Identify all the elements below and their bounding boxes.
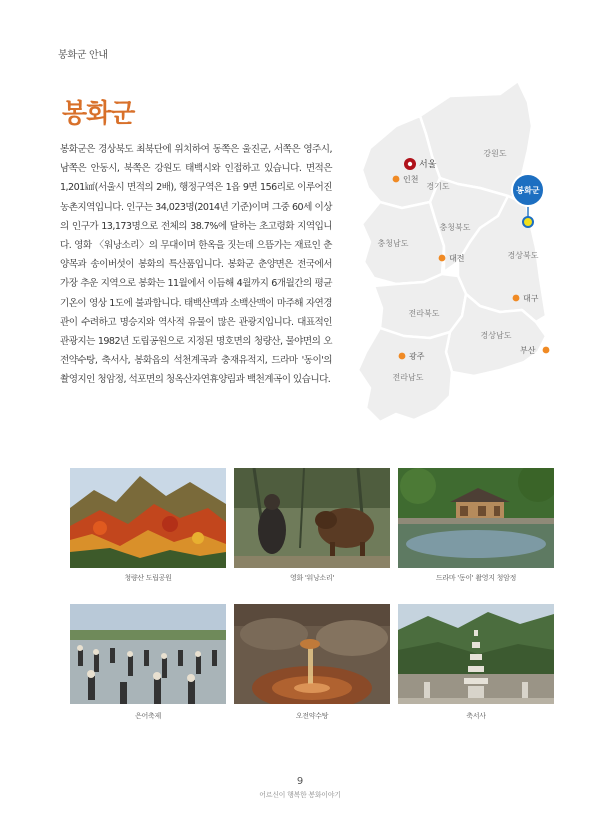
bonghwa-callout-label: 봉화군: [516, 186, 540, 195]
province-label: 경상북도: [507, 251, 539, 260]
province-label: 경기도: [426, 182, 450, 191]
province-label: 충청북도: [439, 223, 471, 232]
photo-cheongamjeong: [398, 468, 554, 568]
page-number: 9: [296, 776, 304, 787]
city-label: 대구: [523, 294, 539, 303]
province-label: 경상남도: [480, 331, 512, 340]
city-marker: [543, 347, 550, 354]
city-marker: [513, 295, 520, 302]
photo-ojeon-spring: [234, 604, 390, 704]
photo-caption: 오전약수탕: [295, 712, 329, 720]
korea-region-map: [340, 76, 582, 436]
photo-caption: 은어축제: [135, 712, 161, 720]
capital-label: 서울: [419, 160, 437, 170]
city-marker: [439, 255, 446, 262]
photo-caption: 청량산 도립공원: [124, 574, 172, 582]
photo-caption: 영화 '워낭소리': [290, 574, 334, 582]
photo-old-partner: [234, 468, 390, 568]
page-title: 봉화군: [62, 99, 135, 129]
city-marker: [393, 176, 400, 183]
photo-chukseosa: [398, 604, 554, 704]
photo-cheongnyangsan: [70, 468, 226, 568]
photo-caption: 드라마 '동이' 촬영지 청암정: [435, 574, 517, 582]
bonghwa-location-marker: [523, 217, 533, 227]
province-label: 전라남도: [392, 373, 424, 382]
city-label: 인천: [403, 175, 419, 184]
intro-paragraph: 봉화군은 경상북도 최북단에 위치하여 동쪽은 울진군, 서쪽은 영주시, 남쪽은 안동시, 북쪽은 강원도 태백시와 인접하고 있습니다. 면적은 1,201㎢(서울시 면적의 2배), 행정구역은 1읍 9면 156리로 이루어진 농촌지역입니다. 인구는 34,023명(2014년 기준)이며 그중 60세 이상의 인구가 13,173명으로 전체의 38.7%에 달하는 초고령화 지역입니다. 영화 〈워낭소리〉의 무대이며 한옥을 짓는데 으뜸가는 재료인 춘양목과 송이버섯이 봉화의 특산품입니다. 봉화군 춘양면은 전국에서 가장 추운 지역으로 봉화는 11월에서 이듬해 4월까지 6개월간의 평균 기온이 영상 1도에 불과합니다. 태백산맥과 소백산맥이 마주해 자연경관이 수려하고 명승지와 역사적 유물이 많은 관광지입니다. 대표적인 관광지는 1982년 도립공원으로 지정된 명호면의 청량산, 물야면의 오전약수탕, 축서사, 봉화읍의 석천계곡과 충재유적지, 드라마 '동이'의 촬영지인 청암정, 석포면의 청옥산자연휴양림과 백천계곡이 있습니다.: [60, 144, 332, 386]
province-label: 충청남도: [377, 239, 409, 248]
city-marker: [399, 353, 406, 360]
city-label: 대전: [449, 254, 465, 263]
section-header: 봉화군 안내: [58, 50, 108, 61]
photo-sweetfish-festival: [70, 604, 226, 704]
photo-caption: 축서사: [466, 712, 486, 720]
province-label: 강원도: [483, 149, 507, 158]
city-label: 부산: [520, 346, 536, 355]
book-title-footer: 어르신이 행복한 봉화이야기: [259, 791, 341, 799]
city-label: 광주: [409, 352, 425, 361]
province-label: 전라북도: [408, 309, 440, 318]
